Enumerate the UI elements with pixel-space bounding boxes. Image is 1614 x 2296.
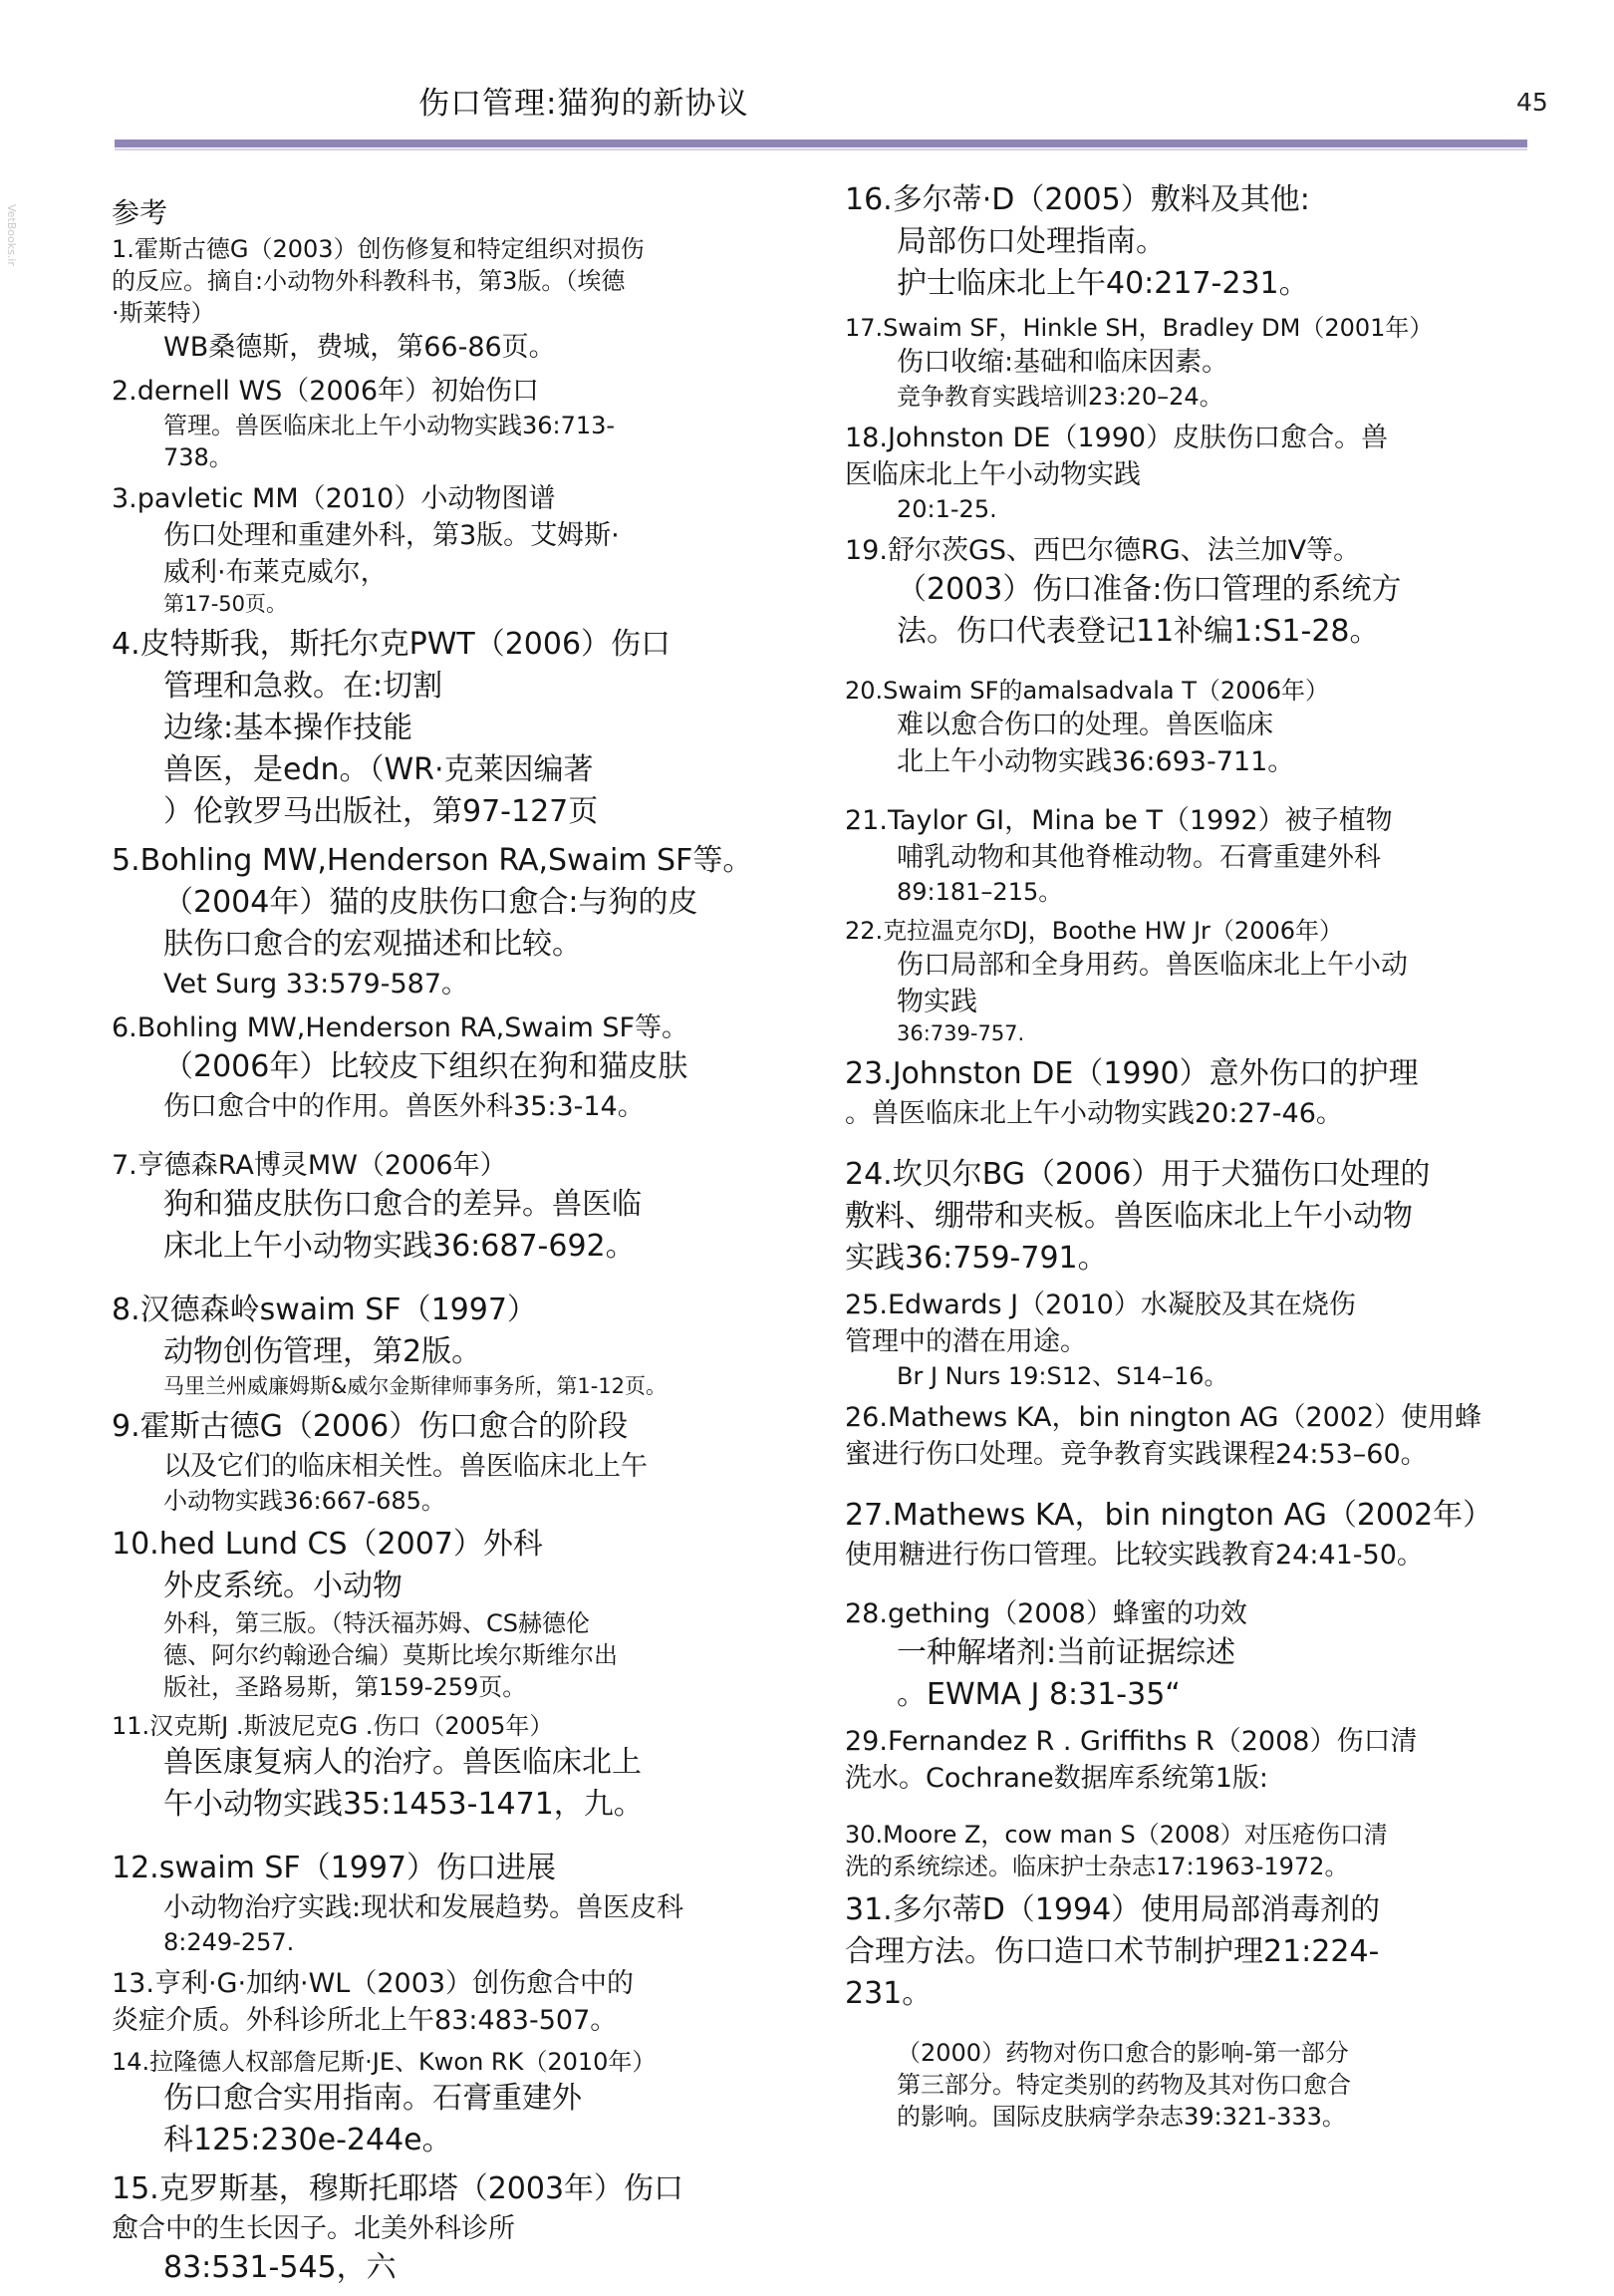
reference-line: 14.拉隆德人权部詹尼斯·JE、Kwon RK（2010年） [112,2048,657,2076]
reference-line: 使用糖进行伤口管理。比较实践教育24:41-50。 [845,1540,1424,1571]
reference-line: 28.gething（2008）蜂蜜的功效 [845,1598,1247,1629]
reference-line: 竞争教育实践培训23:20–24。 [897,383,1223,411]
reference-entry [112,1524,799,1703]
reference-line: 合理方法。伤口造口术节制护理21:224- [845,1934,1380,1969]
reference-line: 法。伤口代表登记11补编1:S1-28。 [897,614,1380,649]
reference-line: 边缘:基本操作技能 [163,711,413,745]
reference-line: 伤口收缩:基础和临床因素。 [897,347,1229,378]
page-number: 45 [1516,88,1548,117]
reference-entry [845,179,1532,305]
reference-line: 8.汉德森岭swaim SF（1997） [112,1292,537,1327]
reference-list-right [845,179,1532,2133]
reference-entry [112,1290,799,1399]
reference-line: 20:1-25. [897,495,997,523]
reference-line: 科125:230e-244e。 [163,2123,452,2157]
reference-line: 床北上午小动物实践36:687-692。 [163,1229,636,1264]
reference-entry [845,1723,1532,1797]
reference-line: 小动物治疗实践:现状和发展趋势。兽医皮科 [163,1892,684,1923]
reference-line: 第三部分。特定类别的药物及其对伤口愈合 [897,2071,1351,2099]
reference-entry [845,1495,1532,1574]
reference-line: 一种解堵剂:当前证据综述 [897,1635,1236,1670]
reference-line: 午小动物实践35:1453-1471，九。 [163,1787,644,1822]
reference-line: 洗的系统综述。临床护士杂志17:1963-1972。 [845,1853,1349,1880]
reference-line: 德、阿尔约翰逊合编）莫斯比埃尔斯维尔出 [163,1641,618,1669]
reference-entry [112,840,799,1003]
reference-line: 5.Bohling MW,Henderson RA,Swaim SF等。 [112,843,753,878]
reference-line: 洗水。Cochrane数据库系统第1版: [845,1763,1268,1794]
reference-line: Br J Nurs 19:S12、S14–16。 [897,1362,1228,1390]
reference-line: （2000）药物对伤口愈合的影响-第一部分 [897,2039,1349,2067]
reference-line: 19.舒尔茨GS、西巴尔德RG、法兰加V等。 [845,535,1361,566]
reference-entry [112,2046,799,2161]
reference-line: 25.Edwards J（2010）水凝胶及其在烧伤 [845,1290,1356,1320]
reference-entry [112,373,799,473]
reference-line: 29.Fernandez R . Griffiths R（2008）伤口清 [845,1726,1418,1757]
reference-line: 10.hed Lund CS（2007）外科 [112,1527,543,1562]
reference-line: 马里兰州威廉姆斯&威尔金斯律师事务所，第1-12页。 [163,1374,668,1398]
reference-line: 21.Taylor GI，Mina be T（1992）被子植物 [845,805,1393,836]
watermark: VetBooks.ir [5,204,18,266]
reference-line: 敷料、绷带和夹板。兽医临床北上午小动物 [845,1199,1413,1234]
reference-line: 17.Swaim SF，Hinkle SH，Bradley DM（2001年） [845,314,1434,342]
reference-line: 实践36:759-791。 [845,1241,1108,1276]
reference-line: 36:739-757. [897,1021,1025,1045]
reference-entry [112,1406,799,1517]
reference-line: WB桑德斯，费城，第66-86页。 [163,332,556,363]
reference-line: 9.霍斯古德G（2006）伤口愈合的阶段 [112,1409,629,1444]
reference-line: 13.亨利·G·加纳·WL（2003）创伤愈合中的 [112,1968,635,1999]
reference-entry [112,233,799,366]
reference-entry [845,1053,1532,1132]
reference-list-left [112,233,799,2289]
reference-line: 18.Johnston DE（1990）皮肤伤口愈合。兽 [845,423,1389,453]
reference-line: 83:531-545，六 [163,2250,397,2285]
reference-line: 24.坎贝尔BG（2006）用于犬猫伤口处理的 [845,1157,1431,1192]
reference-line: 11.汉克斯J .斯波尼克G .伤口（2005年） [112,1712,554,1740]
reference-line: 威利·布莱克威尔， [163,557,388,588]
reference-line: 哺乳动物和其他脊椎动物。石膏重建外科 [897,842,1381,873]
reference-line: 23.Johnston DE（1990）意外伤口的护理 [845,1056,1419,1091]
reference-entry [112,1965,799,2039]
reference-line: 北上午小动物实践36:693-711。 [897,746,1295,777]
reference-line: 外科，第三版。（特沃福苏姆、CS赫德伦 [163,1609,590,1637]
reference-line: 伤口愈合中的作用。兽医外科35:3-14。 [163,1091,645,1122]
reference-line: （2004年）猫的皮肤伤口愈合:与狗的皮 [163,885,698,920]
header-rule [115,140,1527,147]
reference-line: 难以愈合伤口的处理。兽医临床 [897,710,1273,740]
reference-line: 31.多尔蒂D（1994）使用局部消毒剂的 [845,1892,1381,1927]
reference-entry [845,1154,1532,1280]
reference-line: 管理和急救。在:切割 [163,669,443,704]
reference-line: 以及它们的临床相关性。兽医临床北上午 [163,1451,648,1482]
reference-entry [845,1889,1532,2015]
reference-line: 管理。兽医临床北上午小动物实践36:713- [163,412,616,439]
reference-line: 医临床北上午小动物实践 [845,459,1141,490]
reference-entry [845,1399,1532,1473]
reference-entry [112,480,799,617]
reference-entry [845,802,1532,908]
page-title: 伤口管理:猫狗的新协议 [418,86,749,122]
reference-line: ·斯莱特） [112,299,215,327]
reference-line: 738。 [163,443,233,471]
reference-line: 231。 [845,1976,933,2011]
section-heading: 参考 [112,196,168,229]
reference-line: 外皮系统。小动物 [163,1569,403,1603]
reference-line: 炎症介质。外科诊所北上午83:483-507。 [112,2005,618,2036]
reference-entry [845,1287,1532,1392]
reference-line: 。兽医临床北上午小动物实践20:27-46。 [845,1098,1343,1129]
reference-line: 3.pavletic MM（2010）小动物图谱 [112,483,556,514]
reference-line: 的影响。国际皮肤病学杂志39:321-333。 [897,2103,1346,2131]
reference-line: 12.swaim SF（1997）伤口进展 [112,1851,557,1885]
reference-line: 的反应。摘自:小动物外科教科书，第3版。（埃德 [112,267,626,295]
reference-line: 伤口愈合实用指南。石膏重建外 [163,2081,582,2116]
reference-line: 护士临床北上午40:217-231。 [897,266,1309,301]
reference-entry [845,312,1532,413]
reference-entry [845,675,1532,780]
reference-entry [845,2037,1532,2133]
reference-line: 愈合中的生长因子。北美外科诊所 [112,2213,515,2244]
reference-line: 26.Mathews KA，bin nington AG（2002）使用蜂 [845,1402,1482,1433]
reference-entry [845,532,1532,653]
reference-line: 小动物实践36:667-685。 [163,1487,445,1515]
reference-line: 16.多尔蒂·D（2005）敷料及其他: [845,182,1310,217]
reference-line: 第17-50页。 [163,592,288,616]
references-column-left [112,179,799,2296]
reference-line: 8:249-257. [163,1928,295,1956]
reference-entry [845,420,1532,525]
references-column-right [845,179,1532,2140]
reference-line: 4.皮特斯我，斯托尔克PWT（2006）伤口 [112,627,672,662]
reference-line: 局部伤口处理指南。 [897,224,1166,259]
reference-entry [845,1819,1532,1882]
reference-line: 6.Bohling MW,Henderson RA,Swaim SF等。 [112,1012,689,1043]
reference-line: Vet Surg 33:579-587。 [163,969,469,1000]
reference-entry [112,1710,799,1826]
reference-entry [112,1848,799,1958]
reference-line: 30.Moore Z，cow man S（2008）对压疮伤口清 [845,1821,1388,1849]
reference-line: 版社，圣路易斯，第159-259页。 [163,1673,527,1701]
reference-line: 15.克罗斯基，穆斯托耶塔（2003年）伤口 [112,2171,684,2206]
reference-line: 27.Mathews KA，bin nington AG（2002年） [845,1498,1493,1533]
reference-entry [112,624,799,833]
reference-entry [112,1009,799,1125]
reference-line: 2.dernell WS（2006年）初始伤口 [112,376,539,407]
reference-line: ）伦敦罗马出版社，第97-127页 [163,794,599,829]
reference-entry [112,2168,799,2289]
reference-line: 伤口处理和重建外科，第3版。艾姆斯· [163,520,620,551]
reference-line: 管理中的潜在用途。 [845,1326,1087,1357]
reference-line: 1.霍斯古德G（2003）创伤修复和特定组织对损伤 [112,235,645,263]
reference-line: 兽医，是edn。（WR·克莱因编著 [163,752,594,787]
reference-line: 肤伤口愈合的宏观描述和比较。 [163,927,582,962]
reference-line: （2003）伤口准备:伤口管理的系统方 [897,572,1402,607]
reference-line: 兽医康复病人的治疗。兽医临床北上 [163,1745,642,1780]
reference-line: 动物创伤管理，第2版。 [163,1334,482,1369]
reference-line: 物实践 [897,987,977,1017]
reference-line: 伤口局部和全身用药。兽医临床北上午小动 [897,950,1408,981]
reference-entry [845,915,1532,1046]
reference-line: 22.克拉温克尔DJ，Boothe HW Jr（2006年） [845,917,1344,945]
reference-line: （2006年）比较皮下组织在狗和猫皮肤 [163,1049,688,1084]
reference-line: 蜜进行伤口处理。竞争教育实践课程24:53–60。 [845,1439,1428,1470]
reference-line: 。EWMA J 8:31-35“ [897,1677,1181,1712]
reference-line: 20.Swaim SF的amalsadvala T（2006年） [845,677,1330,705]
reference-entry [112,1147,799,1268]
reference-line: 7.亨德森RA博灵MW（2006年） [112,1150,507,1181]
reference-line: 89:181–215。 [897,878,1063,906]
reference-line: 狗和猫皮肤伤口愈合的差异。兽医临 [163,1187,642,1222]
reference-entry [845,1595,1532,1716]
